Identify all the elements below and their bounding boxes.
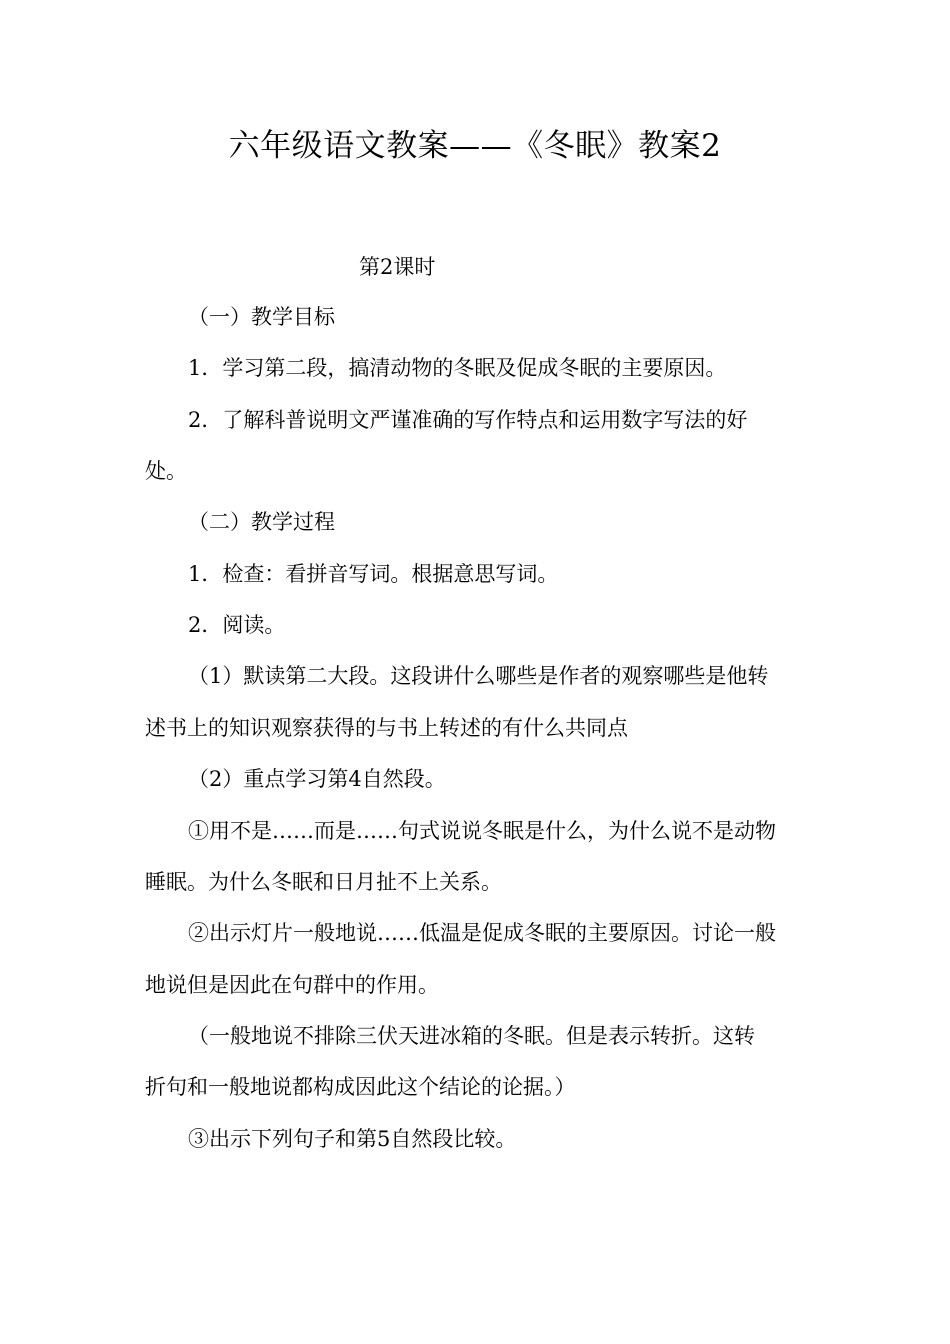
section-heading-process: （二）教学过程 [188,510,335,534]
paragraph-line: 处。 [145,459,187,483]
paragraph-line: （一般地说不排除三伏天进冰箱的冬眠。但是表示转折。这转 [188,1024,755,1048]
paragraph-line: 述书上的知识观察获得的与书上转述的有什么共同点 [145,716,628,740]
paragraph-line: ③出示下列句子和第5自然段比较。 [188,1127,517,1151]
paragraph-line: 2．了解科普说明文严谨准确的写作特点和运用数字写法的好 [188,408,748,432]
paragraph-line: 1．检查：看拼音写词。根据意思写词。 [188,562,559,586]
paragraph-line: 地说但是因此在句群中的作用。 [145,973,439,997]
paragraph-line: ②出示灯片一般地说……低温是促成冬眠的主要原因。讨论一般 [188,921,776,945]
section-heading-objectives: （一）教学目标 [188,305,335,329]
paragraph-line: 折句和一般地说都构成因此这个结论的论据。） [145,1075,576,1099]
paragraph-line: （1）默读第二大段。这段讲什么哪些是作者的观察哪些是他转 [188,664,769,688]
paragraph-line: ①用不是……而是……句式说说冬眠是什么，为什么说不是动物 [188,819,776,843]
lesson-label: 第2课时 [359,255,436,279]
paragraph-line: 2．阅读。 [188,613,286,637]
paragraph-line: 睡眠。为什么冬眠和日月扯不上关系。 [145,870,502,894]
document-title: 六年级语文教案——《冬眠》教案2 [228,128,722,164]
paragraph-line: 1．学习第二段，搞清动物的冬眠及促成冬眠的主要原因。 [188,356,727,380]
paragraph-line: （2）重点学习第4自然段。 [188,767,446,791]
